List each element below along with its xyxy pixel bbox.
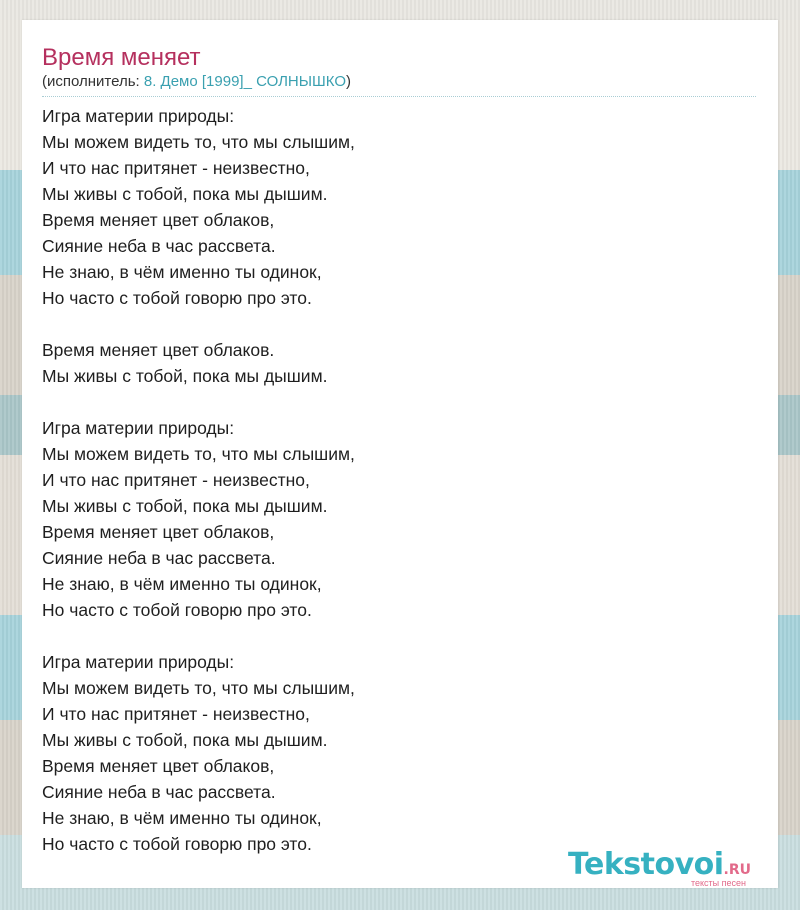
artist-suffix: ): [346, 73, 352, 90]
title-divider: [42, 96, 756, 97]
lyric-line: Но часто с тобой говорю про это.: [42, 600, 312, 620]
lyric-line: Мы живы с тобой, пока мы дышим.: [42, 184, 328, 204]
lyric-line: Не знаю, в чём именно ты одинок,: [42, 262, 322, 282]
watermark-tagline: тексты песен: [690, 878, 746, 888]
lyric-line: Мы можем видеть то, что мы слышим,: [42, 444, 355, 464]
stanza-break: [42, 623, 742, 649]
artist-line: [42, 72, 351, 92]
lyric-line: Мы живы с тобой, пока мы дышим.: [42, 366, 328, 386]
lyric-line: Сияние неба в час рассвета.: [42, 548, 276, 568]
watermark-name: Tekstovoi: [568, 847, 724, 882]
lyric-line: Мы живы с тобой, пока мы дышим.: [42, 730, 328, 750]
lyric-line: Мы можем видеть то, что мы слышим,: [42, 678, 355, 698]
lyric-line: Не знаю, в чём именно ты одинок,: [42, 574, 322, 594]
lyric-line: Время меняет цвет облаков,: [42, 756, 275, 776]
lyric-line: Игра материи природы:: [42, 106, 235, 126]
lyric-line: Но часто с тобой говорю про это.: [42, 288, 312, 308]
site-watermark-logo: [568, 848, 778, 888]
lyric-line: Не знаю, в чём именно ты одинок,: [42, 808, 322, 828]
lyric-line: И что нас притянет - неизвестно,: [42, 704, 310, 724]
lyric-line: Игра материи природы:: [42, 652, 235, 672]
lyric-line: Игра материи природы:: [42, 418, 235, 438]
lyrics-body: [42, 103, 742, 857]
lyric-line: Время меняет цвет облаков.: [42, 340, 275, 360]
lyric-line: Но часто с тобой говорю про это.: [42, 834, 312, 854]
artist-prefix: (исполнитель:: [42, 73, 144, 90]
stanza-break: [42, 389, 742, 415]
lyric-line: Время меняет цвет облаков,: [42, 522, 275, 542]
lyric-line: Мы живы с тобой, пока мы дышим.: [42, 496, 328, 516]
lyric-line: Сияние неба в час рассвета.: [42, 782, 276, 802]
lyrics-card: [22, 20, 778, 888]
lyric-line: Время меняет цвет облаков,: [42, 210, 275, 230]
song-title: Время меняет: [42, 44, 201, 71]
watermark-tld: .RU: [723, 862, 752, 878]
lyric-line: И что нас притянет - неизвестно,: [42, 470, 310, 490]
lyric-line: Сияние неба в час рассвета.: [42, 236, 276, 256]
lyric-line: Мы можем видеть то, что мы слышим,: [42, 132, 355, 152]
stanza-break: [42, 311, 742, 337]
artist-link[interactable]: 8. Демо [1999]_ СОЛНЫШКО: [143, 73, 347, 90]
lyric-line: И что нас притянет - неизвестно,: [42, 158, 310, 178]
